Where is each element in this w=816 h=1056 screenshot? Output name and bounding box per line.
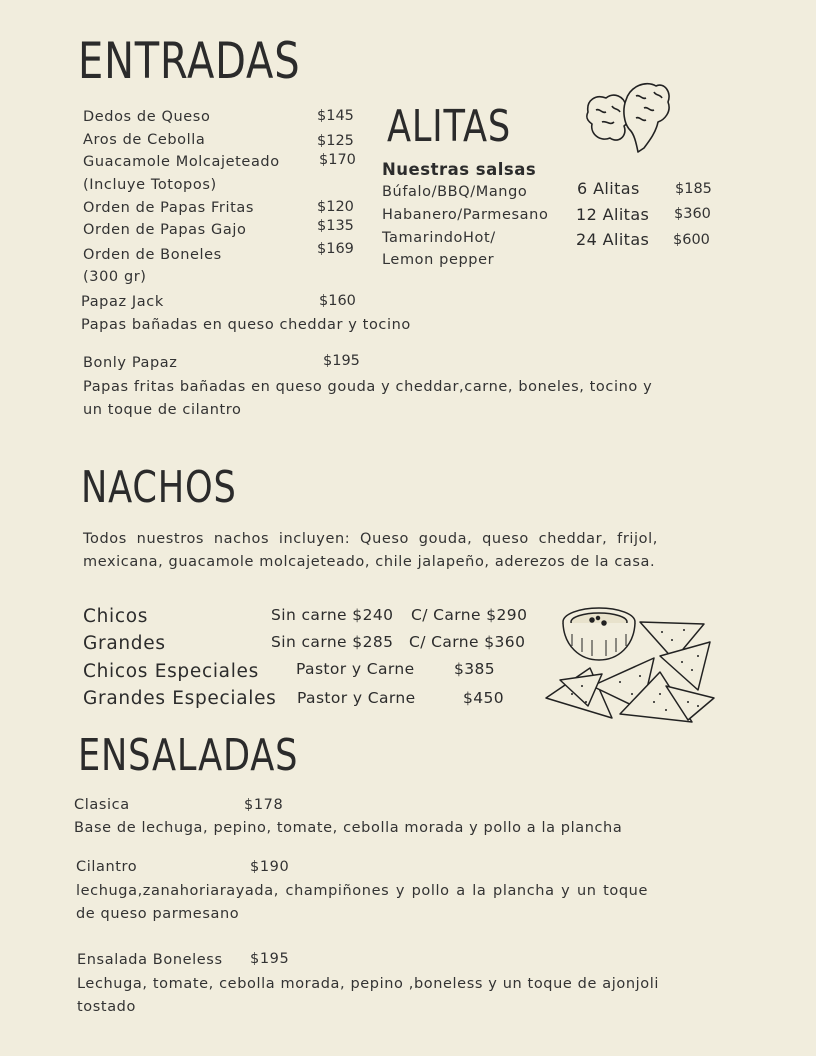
alitas-title: ALITAS (387, 101, 512, 152)
menu-item-name: Papaz Jack (81, 294, 164, 310)
menu-item-name: Cilantro (76, 859, 138, 875)
menu-item-description: Lechuga, tomate, cebolla morada, pepino ,boneless y un toque de ajonjoli tostado (77, 976, 659, 1015)
nachos-option: C/ Carne $290 (411, 606, 528, 624)
menu-item-price: $125 (317, 133, 354, 149)
salsa-option: TamarindoHot/ (382, 230, 496, 246)
menu-item-name: Aros de Cebolla (83, 132, 206, 148)
nachos-option: Sin carne $285 (271, 633, 394, 651)
salsa-option: Lemon pepper (382, 252, 495, 268)
menu-item-name: Bonly Papaz (83, 355, 178, 371)
menu-item-note: (300 gr) (83, 269, 147, 285)
menu-item-price: $160 (319, 293, 356, 309)
menu-item-description: Base de lechuga, pepino, tomate, cebolla morada y pollo a la plancha (74, 820, 623, 836)
menu-item-price: $170 (319, 152, 356, 168)
menu-item-price: $195 (323, 353, 360, 369)
menu-item-name: Guacamole Molcajeteado (83, 154, 280, 170)
menu-item-price: $120 (317, 199, 354, 215)
ensaladas-title: ENSALADAS (78, 730, 299, 781)
alitas-price: $185 (675, 181, 712, 197)
nachos-icon (542, 598, 718, 730)
menu-item-name: Orden de Boneles (83, 247, 222, 263)
menu-item-note: (Incluye Totopos) (83, 177, 217, 193)
menu-item-price: $145 (317, 108, 354, 124)
chicken-wings-icon (584, 78, 674, 154)
alitas-price: $360 (674, 206, 711, 222)
menu-item-description: lechuga,zanahoriarayada, champiñones y pollo a la plancha y un toque de queso parmesano (76, 883, 648, 922)
nachos-size: Grandes (83, 633, 166, 654)
menu-item-price: $190 (250, 859, 290, 875)
menu-item-price: $195 (250, 951, 290, 967)
alitas-price: $600 (673, 232, 710, 248)
menu-item-description: Papas fritas bañadas en queso gouda y cheddar,carne, boneles, tocino y un toque de cilantro (83, 379, 653, 418)
menu-item-price: $178 (244, 797, 284, 813)
nachos-description: Todos nuestros nachos incluyen: Queso gouda, queso cheddar, frijol, mexicana, guacamole molcajeteado, chile jalapeño, aderezos de la casa. (83, 531, 658, 570)
menu-item-description: Papas bañadas en queso cheddar y tocino (81, 317, 411, 333)
menu-item-name: Orden de Papas Gajo (83, 222, 247, 238)
salsa-option: Habanero/Parmesano (382, 207, 549, 223)
nachos-option: $450 (463, 689, 505, 707)
menu-item-name: Ensalada Boneless (77, 952, 223, 968)
nachos-option: $385 (454, 660, 496, 678)
menu-item-name: Dedos de Queso (83, 109, 211, 125)
alitas-qty: 6 Alitas (577, 179, 640, 198)
nachos-size: Chicos (83, 606, 149, 627)
menu-item-price: $135 (317, 218, 354, 234)
nachos-option: Pastor y Carne (296, 660, 415, 678)
nachos-size: Grandes Especiales (83, 688, 277, 709)
menu-item-name: Clasica (74, 797, 130, 813)
alitas-qty: 24 Alitas (576, 230, 650, 249)
nachos-size: Chicos Especiales (83, 661, 259, 682)
nachos-option: Sin carne $240 (271, 606, 394, 624)
salsa-option: Búfalo/BBQ/Mango (382, 184, 528, 200)
nachos-option: Pastor y Carne (297, 689, 416, 707)
salsas-title: Nuestras salsas (382, 160, 537, 179)
nachos-title: NACHOS (81, 462, 237, 513)
nachos-option: C/ Carne $360 (409, 633, 526, 651)
alitas-qty: 12 Alitas (576, 205, 650, 224)
menu-item-price: $169 (317, 241, 354, 257)
menu-item-name: Orden de Papas Fritas (83, 200, 255, 216)
entradas-title: ENTRADAS (78, 32, 301, 90)
